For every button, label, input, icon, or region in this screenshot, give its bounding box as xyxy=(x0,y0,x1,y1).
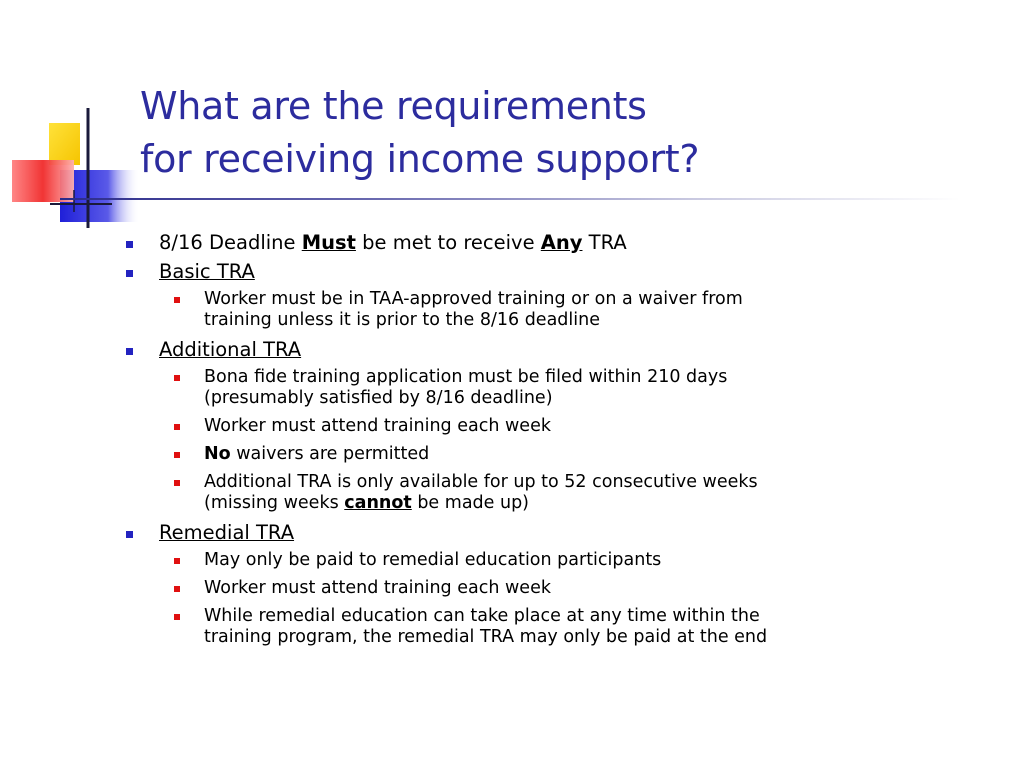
small-square-bullet-icon xyxy=(174,614,180,620)
square-bullet-icon xyxy=(126,241,133,248)
small-square-bullet-icon xyxy=(174,452,180,458)
sub-bullet-remedial-3: While remedial education can take place at any time within the training program, the remedial TRA may only be paid at the end xyxy=(120,606,1000,648)
emphasis-any: Any xyxy=(540,231,583,254)
bullet-additional-tra xyxy=(120,338,1000,362)
small-square-bullet-icon xyxy=(174,558,180,564)
square-bullet-icon xyxy=(126,270,133,277)
sub-bullet-additional-2: Worker must attend training each week xyxy=(120,416,1000,437)
slide-title xyxy=(140,80,699,186)
small-square-bullet-icon xyxy=(174,480,180,486)
heading-basic-tra: Basic TRA xyxy=(159,260,255,283)
title-line-1: What are the requirements xyxy=(140,84,647,128)
bullet-list xyxy=(120,231,1000,655)
emphasis-cannot: cannot xyxy=(344,493,412,513)
emphasis-no: No xyxy=(204,444,231,464)
sub-bullet-basic-1: Worker must be in TAA-approved training or on a waiver from training unless it is prior to the 8/16 deadline xyxy=(120,289,1000,331)
small-square-bullet-icon xyxy=(174,424,180,430)
bullet-deadline: 8/16 Deadline Must be met to receive Any TRA xyxy=(120,231,1000,255)
small-square-bullet-icon xyxy=(174,375,180,381)
sub-bullet-remedial-2: Worker must attend training each week xyxy=(120,578,1000,599)
square-bullet-icon xyxy=(126,531,133,538)
square-bullet-icon xyxy=(126,348,133,355)
bullet-remedial-tra xyxy=(120,521,1000,545)
template-logo-icon xyxy=(0,0,160,240)
title-divider xyxy=(60,198,960,200)
title-line-2: for receiving income support? xyxy=(140,137,700,181)
heading-additional-tra: Additional TRA xyxy=(159,338,302,361)
bullet-basic-tra xyxy=(120,260,1000,284)
sub-bullet-additional-1: Bona fide training application must be filed within 210 days (presumably satisfied by 8/16 deadline) xyxy=(120,367,1000,409)
sub-bullet-additional-3: No waivers are permitted xyxy=(120,444,1000,465)
sub-bullet-remedial-1: May only be paid to remedial education participants xyxy=(120,550,1000,571)
small-square-bullet-icon xyxy=(174,297,180,303)
sub-bullet-additional-4: Additional TRA is only available for up to 52 consecutive weeks (missing weeks cannot be made up) xyxy=(120,472,1000,514)
small-square-bullet-icon xyxy=(174,586,180,592)
heading-remedial-tra: Remedial TRA xyxy=(159,521,295,544)
emphasis-must: Must xyxy=(301,231,356,254)
